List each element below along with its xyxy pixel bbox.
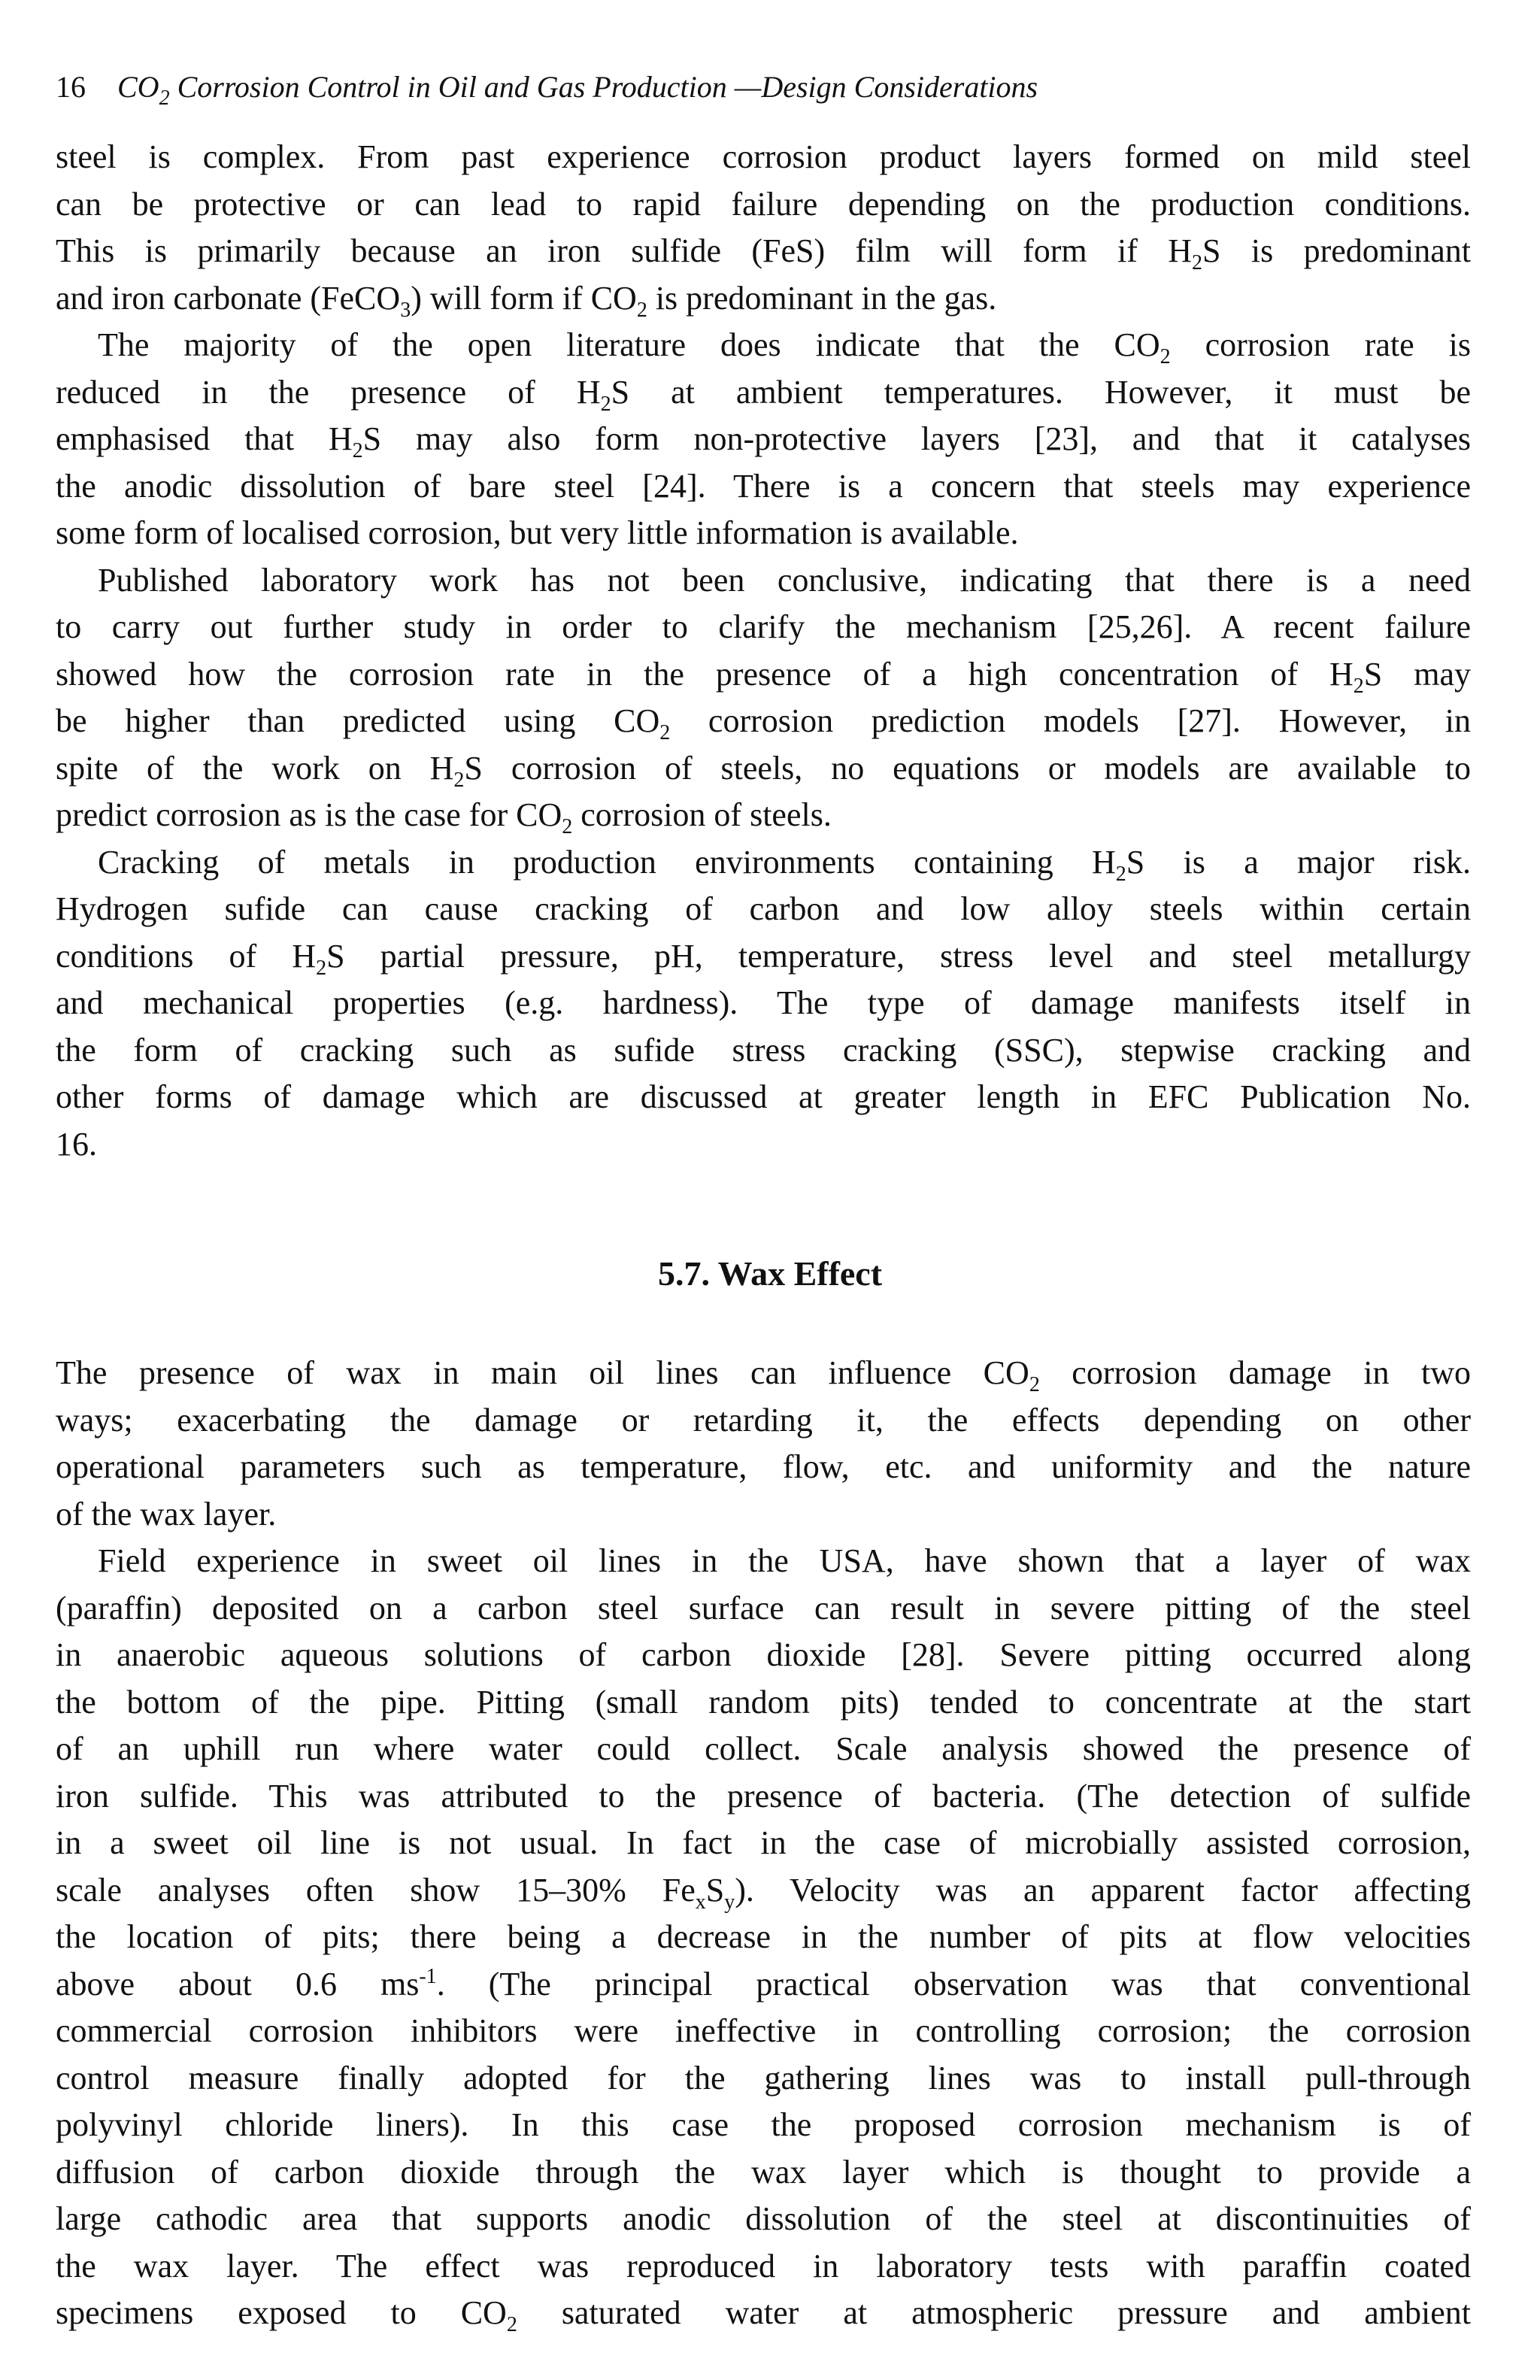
text-line: and mechanical properties (e.g. hardness). The type of damage manifests itself in — [56, 984, 1471, 1021]
text-line: This is primarily because an iron sulfide (FeS) film will form if $H_2S$ is predominant — [56, 232, 1471, 274]
text-line: reduced in the presence of $H_2S$ at ambient temperatures. However, it must be — [56, 373, 1471, 416]
text-line: specimens exposed to $CO_2$ saturated water at atmospheric pressure and ambient — [56, 2294, 1471, 2336]
text-line: diffusion of carbon dioxide through the wax layer which is thought to provide a — [56, 2153, 1471, 2191]
text-line: other forms of damage which are discussed at greater length in EFC Publication No. — [56, 1078, 1471, 1115]
text-line: steel is complex. From past experience corrosion product layers formed on mild steel — [56, 138, 1471, 175]
body-text-block-1 — [56, 134, 1471, 1168]
text-line: conditions of $H_2S$ partial pressure, pH, temperature, stress level and steel metallurgy — [56, 937, 1471, 980]
text-line: control measure finally adopted for the gathering lines was to install pull-through — [56, 2059, 1471, 2097]
text-line: the anodic dissolution of bare steel [24]. There is a concern that steels may experience — [56, 467, 1471, 505]
text-line: scale analyses often show 15–30% $Fe_xS_y$). Velocity was an apparent factor affecting — [56, 1871, 1471, 1914]
text-line: predict corrosion as is the case for $CO_2$ corrosion of steels. — [56, 796, 832, 838]
text-line: Hydrogen sufide can cause cracking of carbon and low alloy steels within certain — [56, 890, 1471, 927]
section-heading: 5.7. Wax Effect — [657, 1254, 883, 1293]
text-line: 16. — [56, 1125, 97, 1163]
text-line: the form of cracking such as sufide stress cracking (SSC), stepwise cracking and — [56, 1031, 1471, 1069]
text-line: some form of localised corrosion, but very little information is available. — [56, 514, 1019, 551]
text-line: large cathodic area that supports anodic dissolution of the steel at discontinuities of — [56, 2200, 1471, 2237]
text-line: Cracking of metals in production environments containing $H_2S$ is a major risk. — [98, 843, 1471, 886]
text-line: showed how the corrosion rate in the presence of a high concentration of $H_2S$ may — [56, 655, 1471, 698]
running-header — [56, 69, 1038, 110]
text-line: and iron carbonate (FeCO$_3$) will form if $CO_2$ is predominant in the gas. — [56, 279, 997, 322]
text-line: operational parameters such as temperature, flow, etc. and uniformity and the nature — [56, 1448, 1471, 1485]
text-line: ways; exacerbating the damage or retarding it, the effects depending on other — [56, 1401, 1471, 1439]
text-line: the location of pits; there being a decrease in the number of pits at flow velocities — [56, 1918, 1471, 1955]
text-line: Field experience in sweet oil lines in the USA, have shown that a layer of wax — [98, 1542, 1471, 1579]
page-number: 16 — [56, 70, 86, 104]
text-line: Published laboratory work has not been conclusive, indicating that there is a need — [98, 561, 1471, 599]
text-line: in a sweet oil line is not usual. In fact in the case of microbially assisted corrosion, — [56, 1824, 1471, 1861]
text-line: commercial corrosion inhibitors were ineffective in controlling corrosion; the corrosion — [56, 2012, 1471, 2049]
text-line: the bottom of the pipe. Pitting (small random pits) tended to concentrate at the start — [56, 1683, 1471, 1721]
text-line: polyvinyl chloride liners). In this case the proposed corrosion mechanism is of — [56, 2106, 1471, 2143]
text-line: The majority of the open literature does indicate that the $CO_2$ corrosion rate is — [98, 326, 1472, 368]
text-line: in anaerobic aqueous solutions of carbon dioxide [28]. Severe pitting occurred along — [56, 1636, 1471, 1673]
text-line: iron sulfide. This was attributed to the presence of bacteria. (The detection of sulfide — [56, 1777, 1471, 1815]
text-line: be higher than predicted using $CO_2$ corrosion prediction models [27]. However, in — [56, 702, 1471, 744]
running-title: $CO_2$ Corrosion Control in Oil and Gas Production —Design Considerations — [117, 70, 1038, 110]
text-line: emphasised that $H_2S$ may also form non-protective layers [23], and that it catalyses — [56, 420, 1471, 462]
text-line: of an uphill run where water could collect. Scale analysis showed the presence of — [56, 1730, 1471, 1767]
text-line: spite of the work on $H_2S$ corrosion of steels, no equations or models are available to — [56, 749, 1471, 792]
text-line: The presence of wax in main oil lines can influence $CO_2$ corrosion damage in two — [56, 1354, 1471, 1396]
text-line: of the wax layer. — [56, 1495, 277, 1533]
text-line: (paraffin) deposited on a carbon steel surface can result in severe pitting of the steel — [56, 1589, 1471, 1627]
text-line: the wax layer. The effect was reproduced in laboratory tests with paraffin coated — [56, 2247, 1471, 2284]
body-text-block-2 — [56, 1350, 1471, 2337]
text-line: can be protective or can lead to rapid failure depending on the production conditions. — [56, 185, 1471, 223]
text-line: to carry out further study in order to clarify the mechanism [25,26]. A recent failure — [56, 608, 1471, 645]
text-line: above about 0.6 $ms^{-1}$. (The principal practical observation was that conventional — [56, 1964, 1471, 2003]
